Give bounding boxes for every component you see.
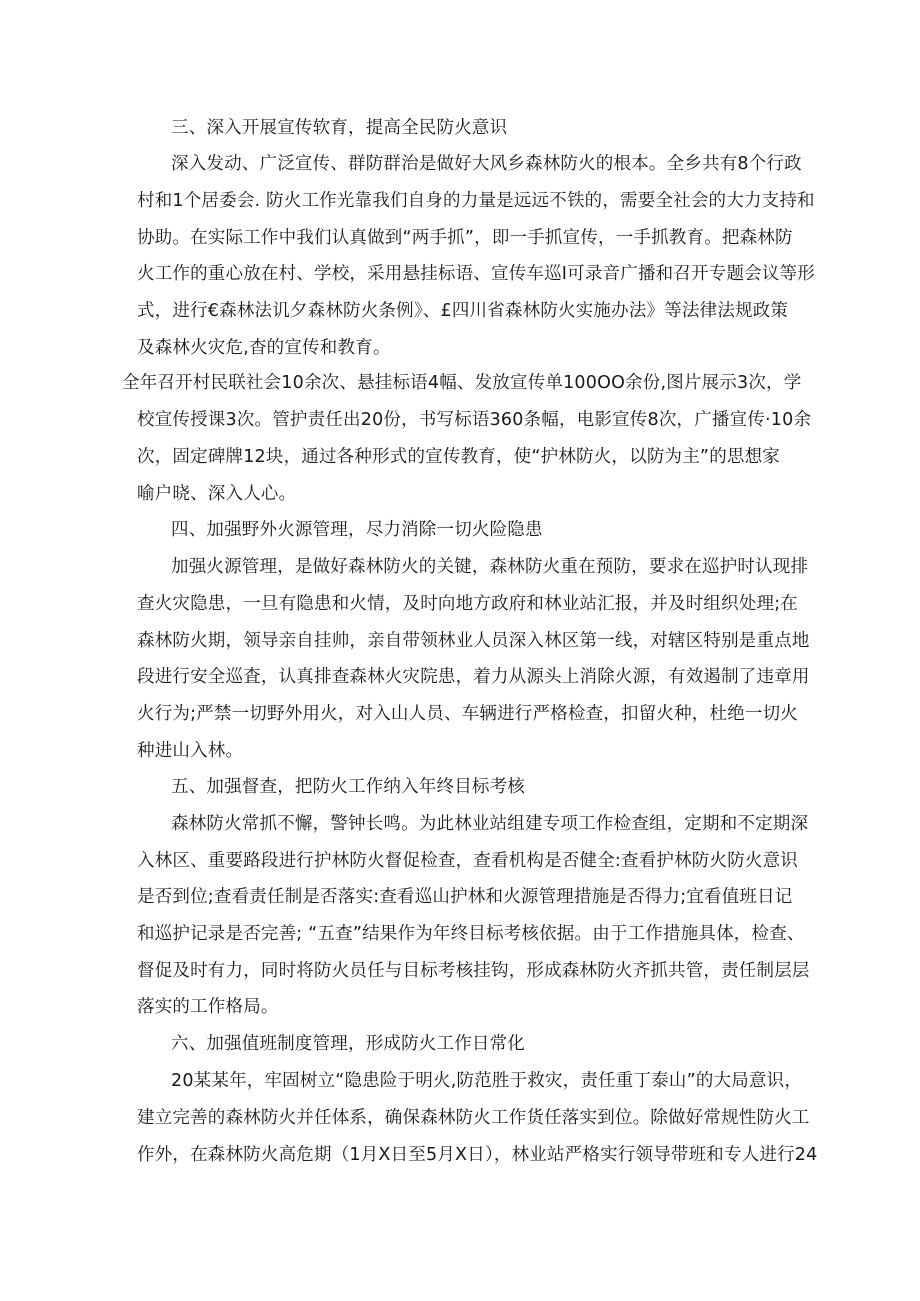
paragraph-line: 深入发动、广泛宣传、群防群治是做好大风乡森林防火的根本。全乡共有8个行政 [171, 154, 802, 174]
paragraph-line: 火行为;严禁一切野外用火，对入山人员、车辆进行严格检查，扣留火种，杜绝一切火 [137, 704, 798, 724]
paragraph-line: 火工作的重心放在村、学校，采用悬挂标语、宣传车巡I可录音广播和召开专题会议等形 [137, 264, 815, 284]
paragraph-line: 次，固定碑牌12块，通过各种形式的宣传教育，使“护林防火，以防为主”的思想家 [137, 447, 780, 467]
paragraph-line: 校宣传授课3次。管护责任出20份，书写标语360条幅，电影宣传8次，广播宣传·10余 [137, 410, 812, 430]
section-heading-5: 五、加强督查，把防火工作纳入年终目标考核 [171, 777, 525, 797]
paragraph-line: 作外，在森林防火高危期（1月X日至5月X日），林业站严格实行领导带班和专人进行24 [137, 1145, 818, 1165]
paragraph-line: 加强火源管理，是做好森林防火的关键，森林防火重在预防，要求在巡护时认现排 [171, 557, 809, 577]
paragraph-line: 是否到位;查看责任制是否落实:查看巡山护林和火源管理措施是否得力;宜看值班日记 [137, 887, 793, 907]
paragraph-line: 建立完善的森林防火并任体系，确保森林防火工作货任落实到位。除做好常规性防火工 [137, 1108, 810, 1128]
paragraph-line: 喻户晓、深入人心。 [137, 484, 297, 504]
paragraph-line: 森林防火期，领导亲自挂帅，亲自带领林业人员深入林区第一线，对辖区特别是重点地 [137, 631, 810, 651]
paragraph-line: 森林防火常抓不懈，警钟长鸣。为此林业站组建专项工作检查组，定期和不定期深 [171, 814, 809, 834]
paragraph-line: 落实的工作格局。 [137, 997, 279, 1017]
paragraph-line: 段进行安全巡査，认真排查森林火灾院患，着力从源头上消除火源，有效遏制了违章用 [137, 667, 810, 687]
section-heading-3: 三、深入开展宣传软育，提高全民防火意识 [171, 118, 508, 138]
paragraph-line: 村和1个居委会. 防火工作光靠我们自身的力量是远远不铁的，需要全社会的大力支持和 [137, 191, 815, 211]
paragraph-line: 入林区、重要路段进行护林防火督促检查，查看机构是否健全:查看护林防火防火意识 [137, 851, 798, 871]
section-heading-6: 六、加强值班制度管理，形成防火工作日常化 [171, 1034, 525, 1054]
paragraph-line: 全年召开村民联社会10余次、悬挂标语4幅、发放宣传单100OO余份,图片展示3次，学 [122, 373, 802, 393]
paragraph-line: 和巡护记录是否完善; “五查”结果作为年终目标考核依据。由于工作措施具体，检查、 [137, 924, 805, 944]
paragraph-line: 督促及时有力，同时将防火员任与目标考核挂钩，形成森林防火齐抓共管，责任制层层 [137, 961, 810, 981]
section-heading-4: 四、加强野外火源管理，尽力消除一切火险隐患 [171, 520, 543, 540]
paragraph-line: 及森林火灾危,杳的宣传和教育。 [137, 338, 391, 358]
paragraph-line: 20某某年，牢固树立“隐患险于明火,防范胜于救灾，责任重丁泰山”的大局意识， [171, 1071, 803, 1091]
paragraph-line: 式，进行€森林法讥夕森林防火条例》、£四川省森林防火实施办法》等法律法规政策 [137, 301, 789, 321]
paragraph-line: 查火灾隐患，一旦有隐患和火情，及时向地方政府和林业站汇报，并及时组织处理;在 [137, 594, 798, 614]
paragraph-line: 协助。在实际工作中我们认真做到“两手抓”，即一手抓宣传，一手抓教育。把森林防 [137, 228, 793, 248]
paragraph-line: 种进山入林。 [137, 741, 244, 761]
